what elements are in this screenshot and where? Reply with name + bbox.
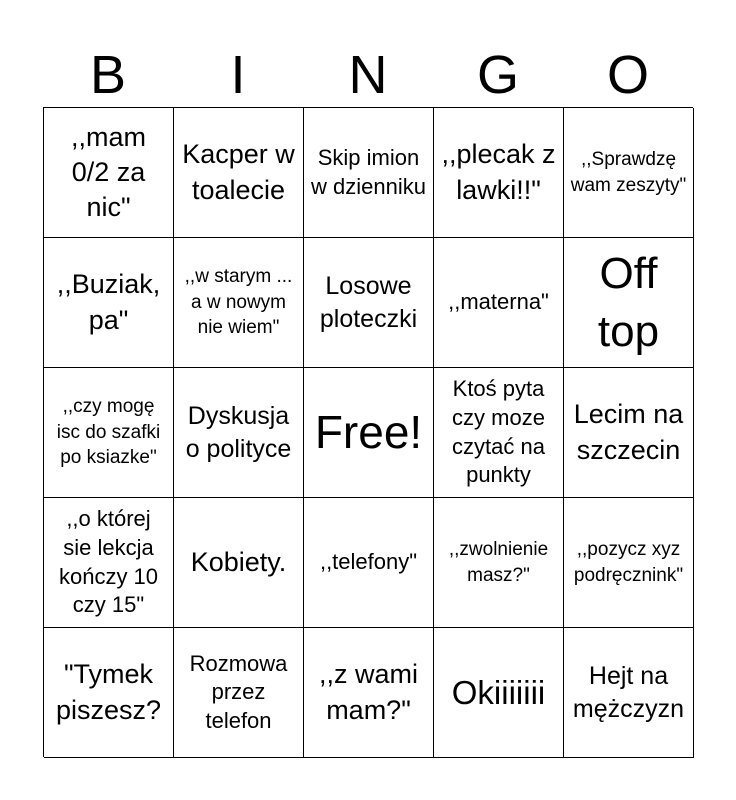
- header-letter-n: N: [348, 45, 388, 105]
- cell-text: Lecim na szczecin: [573, 399, 684, 465]
- cell-text: ,,pozycz xyz podręcznink": [573, 538, 684, 586]
- cell-text: Skip imion w dzienniku: [311, 144, 426, 199]
- bingo-cell-r2c2[interactable]: [174, 238, 304, 368]
- cell-text: Rozmowa przez telefon: [189, 650, 288, 733]
- cell-text: ,,w starym ... a w nowym nie wiem": [184, 266, 293, 339]
- cell-text: ,,Sprawdzę wam zeszyty": [570, 148, 687, 196]
- bingo-cell-r2c4[interactable]: [434, 238, 564, 368]
- bingo-cell-r5c4[interactable]: [434, 628, 564, 758]
- cell-text: Dyskusja o polityce: [185, 402, 292, 463]
- cell-text: Free!: [314, 406, 423, 459]
- cell-text: ,,plecak z lawki!!": [441, 139, 556, 205]
- cell-text: "Tymek piszesz?: [55, 659, 162, 725]
- bingo-cell-r4c3[interactable]: [304, 498, 434, 628]
- bingo-cell-r3c4[interactable]: [434, 368, 564, 498]
- bingo-cell-r2c1[interactable]: [44, 238, 174, 368]
- cell-text: ,,telefony": [319, 549, 418, 575]
- header-letter-b: B: [89, 45, 127, 105]
- cell-text: ,,materna": [448, 289, 549, 315]
- cell-text: Losowe ploteczki: [319, 272, 418, 333]
- cell-text: Okiiiiiii: [451, 673, 546, 711]
- cell-text: Ktoś pyta czy moze czytać na punkty: [452, 376, 545, 488]
- bingo-cell-r1c4[interactable]: [434, 108, 564, 238]
- cell-text: ,,mam 0/2 za nic": [70, 121, 146, 223]
- cell-text: Hejt na mężczyzn: [572, 662, 685, 723]
- bingo-cell-r1c5[interactable]: [564, 108, 694, 238]
- cell-text: Kacper w toalecie: [182, 139, 295, 205]
- bingo-cell-r5c3[interactable]: [304, 628, 434, 758]
- bingo-board: [43, 107, 693, 757]
- bingo-cell-r2c5[interactable]: [564, 238, 694, 368]
- bingo-cell-r3c1[interactable]: [44, 368, 174, 498]
- bingo-cell-r2c3[interactable]: [304, 238, 434, 368]
- header-letter-o: O: [606, 45, 649, 105]
- bingo-cell-free[interactable]: [304, 368, 434, 498]
- cell-text: ,,Buziak, pa": [56, 269, 161, 335]
- bingo-cell-r3c2[interactable]: [174, 368, 304, 498]
- bingo-cell-r1c3[interactable]: [304, 108, 434, 238]
- header-letter-g: G: [476, 45, 519, 105]
- cell-text: Kobiety.: [190, 546, 287, 577]
- bingo-cell-r4c2[interactable]: [174, 498, 304, 628]
- bingo-cell-r1c1[interactable]: [44, 108, 174, 238]
- bingo-cell-r3c5[interactable]: [564, 368, 694, 498]
- bingo-cell-r5c5[interactable]: [564, 628, 694, 758]
- bingo-cell-r1c2[interactable]: [174, 108, 304, 238]
- bingo-header: [43, 44, 693, 106]
- cell-text: Off top: [597, 249, 660, 356]
- cell-text: ,,czy mogę isc do szafki po ksiazke": [56, 396, 161, 469]
- bingo-cell-r4c1[interactable]: [44, 498, 174, 628]
- cell-text: ,,zwolnienie masz?": [448, 538, 549, 586]
- bingo-cell-r5c2[interactable]: [174, 628, 304, 758]
- header-letter-i: I: [230, 45, 246, 105]
- cell-text: ,,z wami mam?": [318, 659, 418, 725]
- cell-text: ,,o której sie lekcja kończy 10 czy 15": [58, 506, 159, 618]
- bingo-cell-r4c4[interactable]: [434, 498, 564, 628]
- bingo-cell-r5c1[interactable]: [44, 628, 174, 758]
- bingo-cell-r4c5[interactable]: [564, 498, 694, 628]
